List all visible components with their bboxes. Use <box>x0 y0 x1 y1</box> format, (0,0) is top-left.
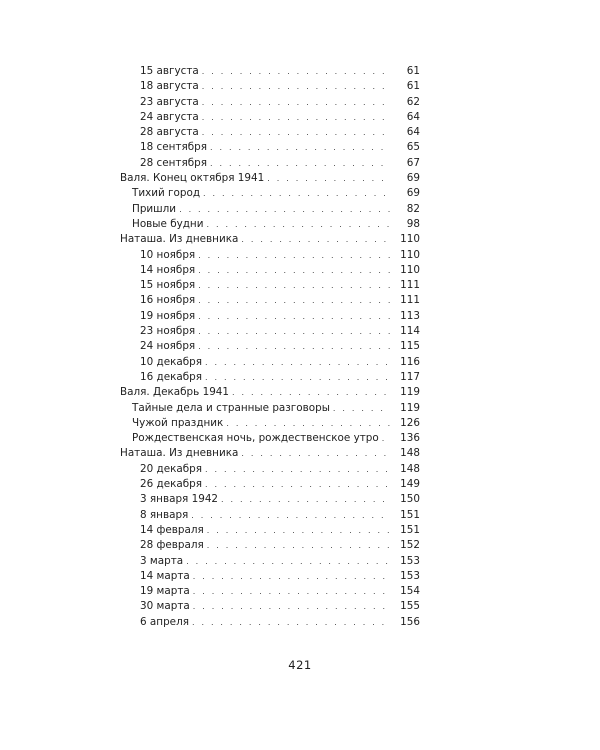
dot-leader <box>186 554 390 569</box>
toc-entry <box>120 156 420 171</box>
toc-entry-page: 119 <box>400 401 420 414</box>
dot-leader <box>226 416 390 431</box>
toc-entry <box>120 217 420 232</box>
toc-entry-page: 136 <box>400 432 420 445</box>
dot-leader <box>207 523 390 538</box>
dot-leader <box>198 309 390 324</box>
toc-entry-title: 6 апреля <box>140 615 189 628</box>
toc-entry <box>120 569 420 584</box>
toc-entry-title: 28 сентября <box>140 156 207 169</box>
toc-entry <box>120 186 420 201</box>
page-number: 421 <box>288 658 312 672</box>
toc-entry <box>120 79 420 94</box>
dot-leader <box>198 278 390 293</box>
dot-leader <box>198 339 390 354</box>
toc-entry-page: 64 <box>406 110 420 123</box>
toc-entry <box>120 309 420 324</box>
toc-entry-page: 153 <box>400 554 420 567</box>
toc-entry-title: 15 ноября <box>140 279 196 292</box>
toc-entry-page: 69 <box>406 172 420 185</box>
toc-entry-page: 110 <box>400 263 420 276</box>
toc-entry-title: 26 декабря <box>140 478 202 491</box>
toc-entry <box>120 615 420 630</box>
dot-leader <box>198 263 390 278</box>
toc-entry-page: 153 <box>400 569 420 582</box>
toc-entry <box>120 248 420 263</box>
toc-entry-title: 14 ноября <box>140 263 196 276</box>
toc-entry <box>120 140 420 155</box>
toc-entry <box>120 293 420 308</box>
toc-entry-page: 156 <box>400 615 420 628</box>
toc-entry-title: 3 января 1942 <box>140 493 219 506</box>
toc-entry-title: 19 марта <box>140 585 190 598</box>
toc-entry-title: 16 декабря <box>140 370 202 383</box>
toc-entry-title: Наташа. Из дневника <box>120 447 239 460</box>
dot-leader <box>193 599 390 614</box>
toc-entry-page: 151 <box>400 508 420 521</box>
toc-entry <box>120 95 420 110</box>
dot-leader <box>193 569 390 584</box>
dot-leader <box>206 217 390 232</box>
dot-leader <box>191 508 390 523</box>
toc-entry-page: 69 <box>406 187 420 200</box>
toc-entry-title: 14 марта <box>140 569 190 582</box>
dot-leader <box>241 446 390 461</box>
toc-entry-title: Валя. Конец октября 1941 <box>120 172 265 185</box>
toc-entry-title: 18 сентября <box>140 141 207 154</box>
toc-entry-page: 67 <box>406 156 420 169</box>
toc-entry-title: 10 декабря <box>140 355 202 368</box>
toc-entry-page: 150 <box>400 493 420 506</box>
toc-entry-page: 64 <box>406 126 420 139</box>
toc-entry <box>120 431 420 446</box>
toc-entry-page: 116 <box>400 355 420 368</box>
toc-entry-title: 14 февраля <box>140 523 204 536</box>
toc-entry <box>120 446 420 461</box>
dot-leader <box>232 385 390 400</box>
toc-entry-title: 3 марта <box>140 554 184 567</box>
dot-leader <box>198 248 390 263</box>
dot-leader <box>179 202 390 217</box>
dot-leader <box>267 171 390 186</box>
toc-entry <box>120 232 420 247</box>
toc-entry-page: 152 <box>400 539 420 552</box>
toc-entry <box>120 125 420 140</box>
toc-entry-title: Наташа. Из дневника <box>120 233 239 246</box>
toc-entry-title: Новые будни <box>132 217 204 230</box>
dot-leader <box>202 110 390 125</box>
toc-entry-page: 110 <box>400 248 420 261</box>
toc-entry-title: 30 марта <box>140 600 190 613</box>
toc-entry-title: 15 августа <box>140 65 199 77</box>
toc-entry-page: 111 <box>400 294 420 307</box>
dot-leader <box>198 293 390 308</box>
toc-entry-page: 114 <box>400 325 420 338</box>
toc-entry <box>120 263 420 278</box>
toc-entry <box>120 416 420 431</box>
dot-leader <box>202 95 390 110</box>
toc-entry <box>120 477 420 492</box>
toc-entry-page: 111 <box>400 279 420 292</box>
toc-entry <box>120 462 420 477</box>
dot-leader <box>192 615 390 630</box>
toc-entry-page: 148 <box>400 462 420 475</box>
toc-entry-page: 149 <box>400 478 420 491</box>
toc-entry-title: Чужой праздник <box>132 416 224 429</box>
toc-entry <box>120 324 420 339</box>
toc-entry <box>120 584 420 599</box>
toc-entry <box>120 171 420 186</box>
toc-entry <box>120 64 420 79</box>
dot-leader <box>198 324 390 339</box>
toc-entry <box>120 385 420 400</box>
toc-entry <box>120 202 420 217</box>
toc-entry-page: 148 <box>400 447 420 460</box>
toc-entry-title: 24 ноября <box>140 340 196 353</box>
dot-leader <box>202 64 390 79</box>
toc-entry-title: Пришли <box>132 202 177 215</box>
toc-entry-title: 19 ноября <box>140 309 196 322</box>
dot-leader <box>203 186 390 201</box>
toc-entry <box>120 401 420 416</box>
dot-leader <box>205 355 390 370</box>
toc-entry-page: 155 <box>400 600 420 613</box>
toc-entry <box>120 339 420 354</box>
toc-entry-page: 110 <box>400 233 420 246</box>
toc-entry-page: 61 <box>406 80 420 93</box>
toc-entry-title: 23 ноября <box>140 325 196 338</box>
toc-entry-title: 24 августа <box>140 110 199 123</box>
toc-entry-page: 119 <box>400 386 420 399</box>
toc-entry-page: 126 <box>400 416 420 429</box>
toc-entry-title: 28 февраля <box>140 539 204 552</box>
dot-leader <box>382 431 390 446</box>
dot-leader <box>205 477 390 492</box>
dot-leader <box>205 462 390 477</box>
toc-entry <box>120 538 420 553</box>
dot-leader <box>241 232 390 247</box>
dot-leader <box>210 156 390 171</box>
dot-leader <box>193 584 390 599</box>
toc-entry-page: 82 <box>406 202 420 215</box>
toc-entry-page: 62 <box>406 95 420 108</box>
dot-leader <box>207 538 390 553</box>
dot-leader <box>333 401 390 416</box>
dot-leader <box>202 125 390 140</box>
toc-entry <box>120 599 420 614</box>
toc-entry-title: 10 ноября <box>140 248 196 261</box>
toc-entry <box>120 110 420 125</box>
toc-entry-title: 16 ноября <box>140 294 196 307</box>
toc-entry <box>120 355 420 370</box>
toc-entry <box>120 370 420 385</box>
toc-entry-page: 117 <box>400 370 420 383</box>
toc-entry-title: Тихий город <box>132 187 201 200</box>
toc-entry-page: 151 <box>400 523 420 536</box>
toc-entry <box>120 492 420 507</box>
toc-entry-page: 113 <box>400 309 420 322</box>
toc-entry-title: 23 августа <box>140 95 199 108</box>
toc-entry-page: 115 <box>400 340 420 353</box>
table-of-contents <box>120 64 420 630</box>
toc-entry-title: 28 августа <box>140 126 199 139</box>
toc-entry-page: 98 <box>406 217 420 230</box>
toc-entry-title: Тайные дела и странные разговоры <box>132 401 330 414</box>
toc-entry-title: 20 декабря <box>140 462 202 475</box>
toc-entry-title: Валя. Декабрь 1941 <box>120 386 230 399</box>
toc-entry-title: 18 августа <box>140 80 199 93</box>
dot-leader <box>202 79 390 94</box>
dot-leader <box>205 370 390 385</box>
toc-entry <box>120 523 420 538</box>
dot-leader <box>210 140 390 155</box>
toc-entry-title: Рождественская ночь, рождественское утро <box>132 432 379 445</box>
toc-entry <box>120 278 420 293</box>
toc-entry <box>120 554 420 569</box>
toc-entry <box>120 508 420 523</box>
toc-entry-title: 8 января <box>140 508 189 521</box>
dot-leader <box>221 492 390 507</box>
toc-entry-page: 65 <box>406 141 420 154</box>
toc-entry-page: 154 <box>400 585 420 598</box>
toc-entry-page: 61 <box>406 65 420 77</box>
